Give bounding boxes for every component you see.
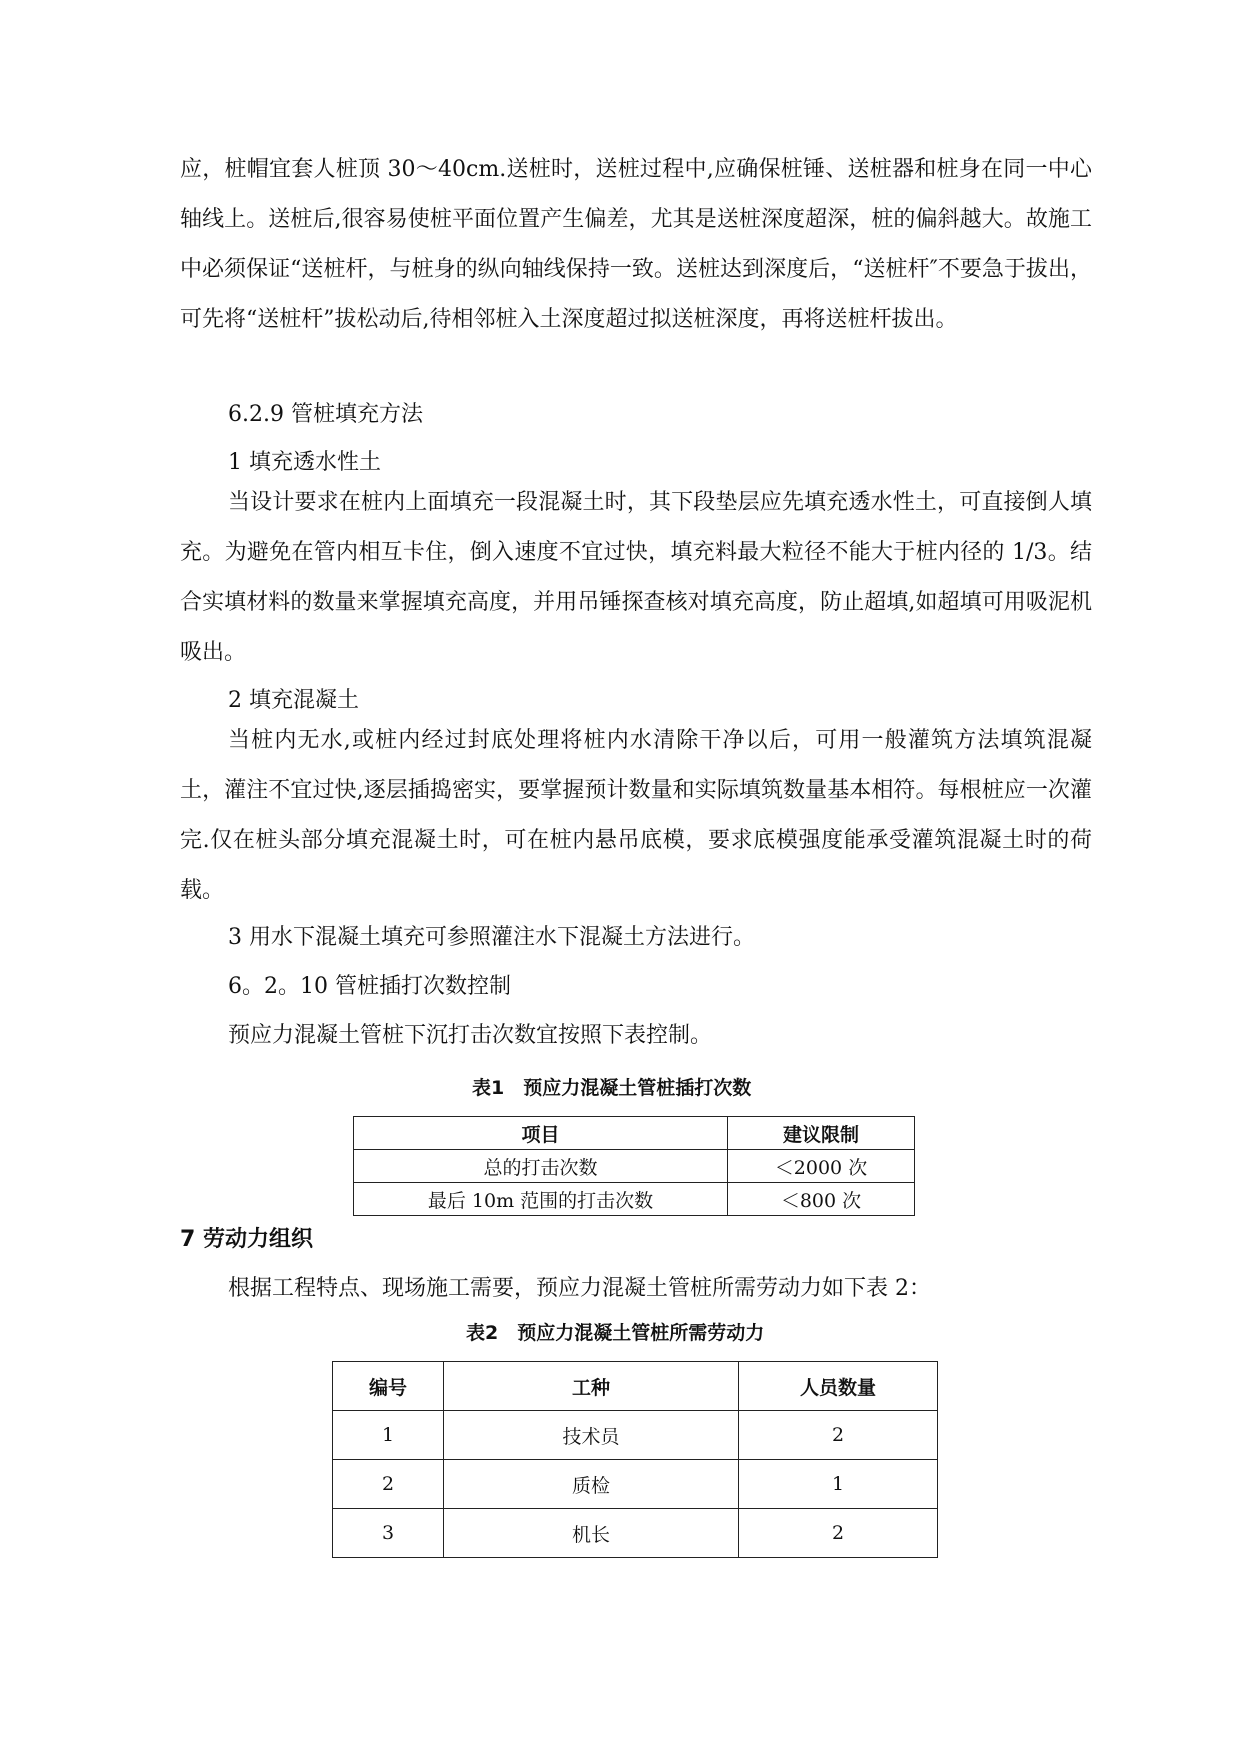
table-row [354, 1150, 915, 1183]
section-heading-6-2-10: 6。2。10 管桩插打次数控制 [228, 974, 511, 999]
table-header-cell: 编号 [333, 1362, 444, 1411]
table-row [333, 1460, 938, 1509]
table-cell: ＜2000 次 [728, 1150, 915, 1183]
table-row [354, 1183, 915, 1216]
table-2 [332, 1361, 938, 1558]
table-header-row [354, 1117, 915, 1150]
table-row [333, 1411, 938, 1460]
item-2-text: 当桩内无水,或桩内经过封底处理将桩内水清除干净以后，可用一般灌筑方法填筑混凝土，灌注不宜过快,逐层插捣密实，要掌握预计数量和实际填筑数量基本相符。每根桩应一次灌完.仅在桩头部分填充混凝土时，可在桩内悬吊底模，要求底模强度能承受灌筑混凝土时的荷载。 [180, 728, 1092, 903]
table-1 [353, 1116, 915, 1216]
item-1-title: 1 填充透水性土 [228, 450, 381, 475]
table-cell: 质检 [444, 1460, 739, 1509]
table-cell: ＜800 次 [728, 1183, 915, 1216]
table-header-row [333, 1362, 938, 1411]
table-2-caption: 表2 预应力混凝土管桩所需劳动力 [466, 1322, 765, 1344]
section-heading-7: 7 劳动力组织 [180, 1227, 313, 1252]
table-cell: 总的打击次数 [354, 1150, 728, 1183]
table-cell: 2 [739, 1411, 938, 1460]
table-header-cell: 人员数量 [739, 1362, 938, 1411]
table-cell: 3 [333, 1509, 444, 1558]
table-cell: 技术员 [444, 1411, 739, 1460]
table-cell: 2 [739, 1509, 938, 1558]
item-2-title: 2 填充混凝土 [228, 688, 359, 713]
table-cell: 1 [333, 1411, 444, 1460]
section-heading-6-2-9: 6.2.9 管桩填充方法 [228, 402, 423, 427]
table-header-cell: 工种 [444, 1362, 739, 1411]
table-cell: 机长 [444, 1509, 739, 1558]
item-1-text: 当设计要求在桩内上面填充一段混凝土时，其下段垫层应先填充透水性土，可直接倒人填充。为避免在管内相互卡住，倒入速度不宜过快，填充料最大粒径不能大于桩内径的 1/3。结合实填材料的数量来掌握填充高度，并用吊锤探查核对填充高度，防止超填,如超填可用吸泥机吸出。 [180, 490, 1092, 665]
table-header-cell: 建议限制 [728, 1117, 915, 1150]
table-1-caption: 表1 预应力混凝土管桩插打次数 [472, 1077, 752, 1099]
section-7-text: 根据工程特点、现场施工需要，预应力混凝土管桩所需劳动力如下表 2： [228, 1276, 931, 1301]
item-3: 3 用水下混凝土填充可参照灌注水下混凝土方法进行。 [228, 925, 755, 950]
table-cell: 1 [739, 1460, 938, 1509]
paragraph-pile-driving: 应，桩帽宜套人桩顶 30～40cm.送桩时，送桩过程中,应确保桩锤、送桩器和桩身在同一中心轴线上。送桩后,很容易使桩平面位置产生偏差，尤其是送桩深度超深，桩的偏斜越大。故施工中必须保证“送桩杆，与桩身的纵向轴线保持一致。送桩达到深度后，“送桩杆″不要急于拔出，可先将“送桩杆”拔松动后,待相邻桩入土深度超过拟送桩深度，再将送桩杆拔出。 [180, 157, 1092, 332]
section-6-2-10-text: 预应力混凝土管桩下沉打击次数宜按照下表控制。 [228, 1023, 713, 1048]
table-row [333, 1509, 938, 1558]
table-header-cell: 项目 [354, 1117, 728, 1150]
table-cell: 2 [333, 1460, 444, 1509]
table-cell: 最后 10m 范围的打击次数 [354, 1183, 728, 1216]
